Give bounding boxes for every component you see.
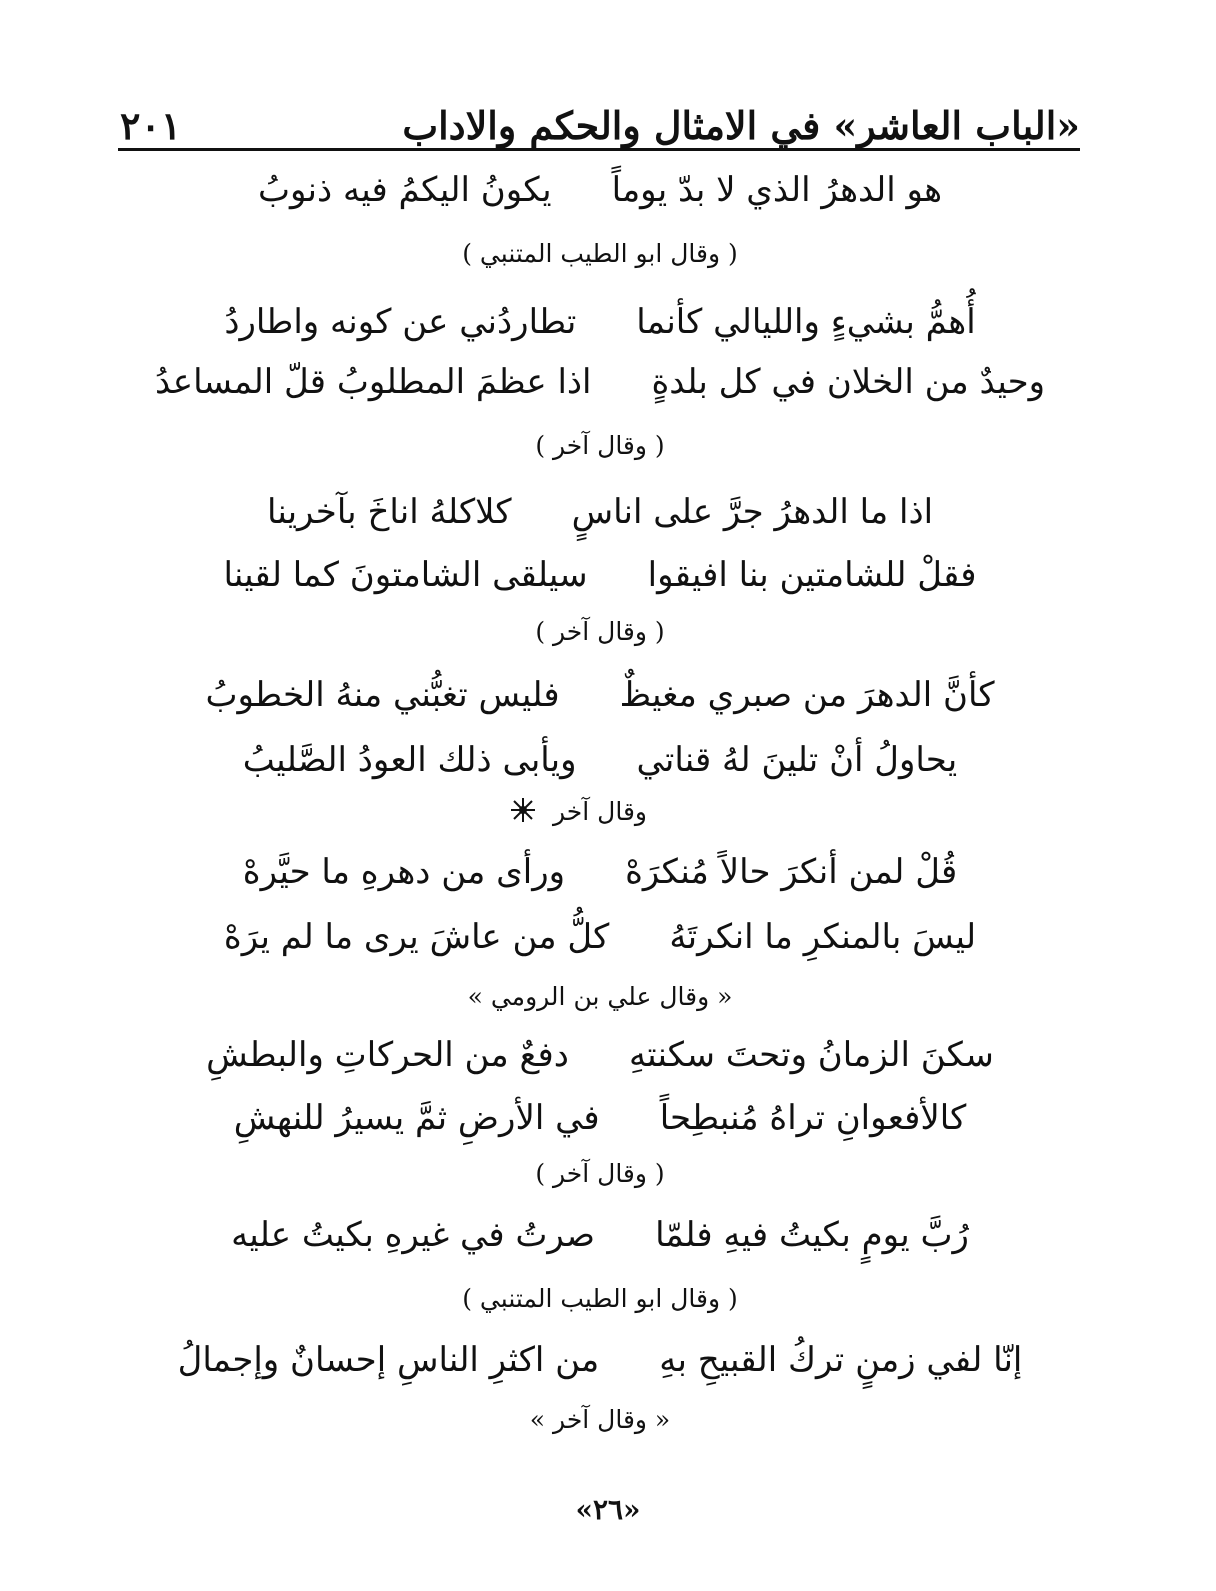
verse-second-hemistich: في الأرضِ ثمَّ يسيرُ للنهشِ — [233, 1098, 600, 1138]
verse-second-hemistich: من اكثرِ الناسِ إحسانٌ وإجمالُ — [177, 1340, 600, 1380]
verse-first-hemistich: ليسَ بالمنكرِ ما انكرتَهُ — [669, 917, 977, 957]
verse-line — [100, 292, 1100, 352]
verse-second-hemistich: يكونُ اليكمُ فيه ذنوبُ — [257, 170, 552, 210]
verse-second-hemistich: اذا عظمَ المطلوبُ قلّ المساعدُ — [154, 362, 592, 402]
verse-first-hemistich: وحيدٌ من الخلان في كل بلدةٍ — [651, 362, 1046, 402]
attribution-heading: « وقال آخر » — [529, 1405, 671, 1434]
verse-second-hemistich: فليس تغبُّني منهُ الخطوبُ — [205, 675, 560, 715]
page-number: ٢٠١ — [120, 103, 182, 148]
verse-first-hemistich: هو الدهرُ الذي لا بدّ يوماً — [611, 170, 943, 210]
verse-first-hemistich: رُبَّ يومٍ بكيتُ فيهِ فلمّا — [655, 1215, 969, 1255]
verse-line — [100, 1205, 1100, 1265]
verse-line — [100, 907, 1100, 967]
verse-first-hemistich: كأنَّ الدهرَ من صبري مغيظٌ — [619, 675, 995, 715]
verse-line — [100, 352, 1100, 412]
verse-line — [100, 1330, 1100, 1390]
attribution-heading: ( وقال آخر ) — [535, 617, 665, 646]
header-rule — [118, 148, 1080, 151]
attribution-heading: وقال آخر — [553, 797, 647, 826]
verse-line — [100, 482, 1100, 542]
attribution-heading: ( وقال آخر ) — [535, 431, 665, 460]
verse-first-hemistich: كالأفعوانِ تراهُ مُنبطِحاً — [659, 1098, 967, 1138]
verse-first-hemistich: إنّا لفي زمنٍ تركُ القبيحِ بهِ — [659, 1340, 1023, 1380]
verse-second-hemistich: كلُّ من عاشَ يرى ما لم يرَهْ — [223, 917, 610, 957]
verse-line — [100, 545, 1100, 605]
verse-first-hemistich: فقلْ للشامتين بنا افيقوا — [647, 555, 977, 595]
verse-second-hemistich: ويأبى ذلك العودُ الصَّليبُ — [242, 740, 577, 780]
attribution-heading: ( وقال ابو الطيب المتنبي ) — [462, 239, 738, 268]
signature-mark: «٢٦» — [575, 1493, 641, 1526]
verse-second-hemistich: صرتُ في غيرهِ بكيتُ عليه — [231, 1215, 596, 1255]
verse-first-hemistich: أُهمُّ بشيءٍ والليالي كأنما — [636, 302, 976, 342]
verse-line — [100, 1025, 1100, 1085]
flourish-ornament-icon — [508, 795, 538, 825]
verse-first-hemistich: سكنَ الزمانُ وتحتَ سكنتهِ — [628, 1035, 994, 1075]
verse-line — [100, 1088, 1100, 1148]
page-header — [120, 88, 1080, 148]
verse-second-hemistich: تطاردُني عن كونه واطاردُ — [224, 302, 577, 342]
verse-second-hemistich: ورأى من دهرهِ ما حيَّرهْ — [242, 852, 566, 892]
verse-second-hemistich: دفعٌ من الحركاتِ والبطشِ — [206, 1035, 569, 1075]
verse-second-hemistich: كلاكلهُ اناخَ بآخرينا — [266, 492, 512, 532]
chapter-title: «الباب العاشر» في الامثال والحكم والاداب — [402, 103, 1080, 148]
attribution-heading: ( وقال ابو الطيب المتنبي ) — [462, 1284, 738, 1313]
verse-first-hemistich: قُلْ لمن أنكرَ حالاً مُنكرَهْ — [625, 852, 958, 892]
attribution-heading: « وقال علي بن الرومي » — [467, 982, 733, 1011]
verse-first-hemistich: يحاولُ أنْ تلينَ لهُ قناتي — [636, 740, 958, 780]
verse-line — [100, 842, 1100, 902]
verse-line — [100, 665, 1100, 725]
verse-line — [100, 160, 1100, 220]
verse-second-hemistich: سيلقى الشامتونَ كما لقينا — [223, 555, 588, 595]
attribution-heading: ( وقال آخر ) — [535, 1159, 665, 1188]
verse-first-hemistich: اذا ما الدهرُ جرَّ على اناسٍ — [571, 492, 934, 532]
verse-line — [100, 730, 1100, 790]
